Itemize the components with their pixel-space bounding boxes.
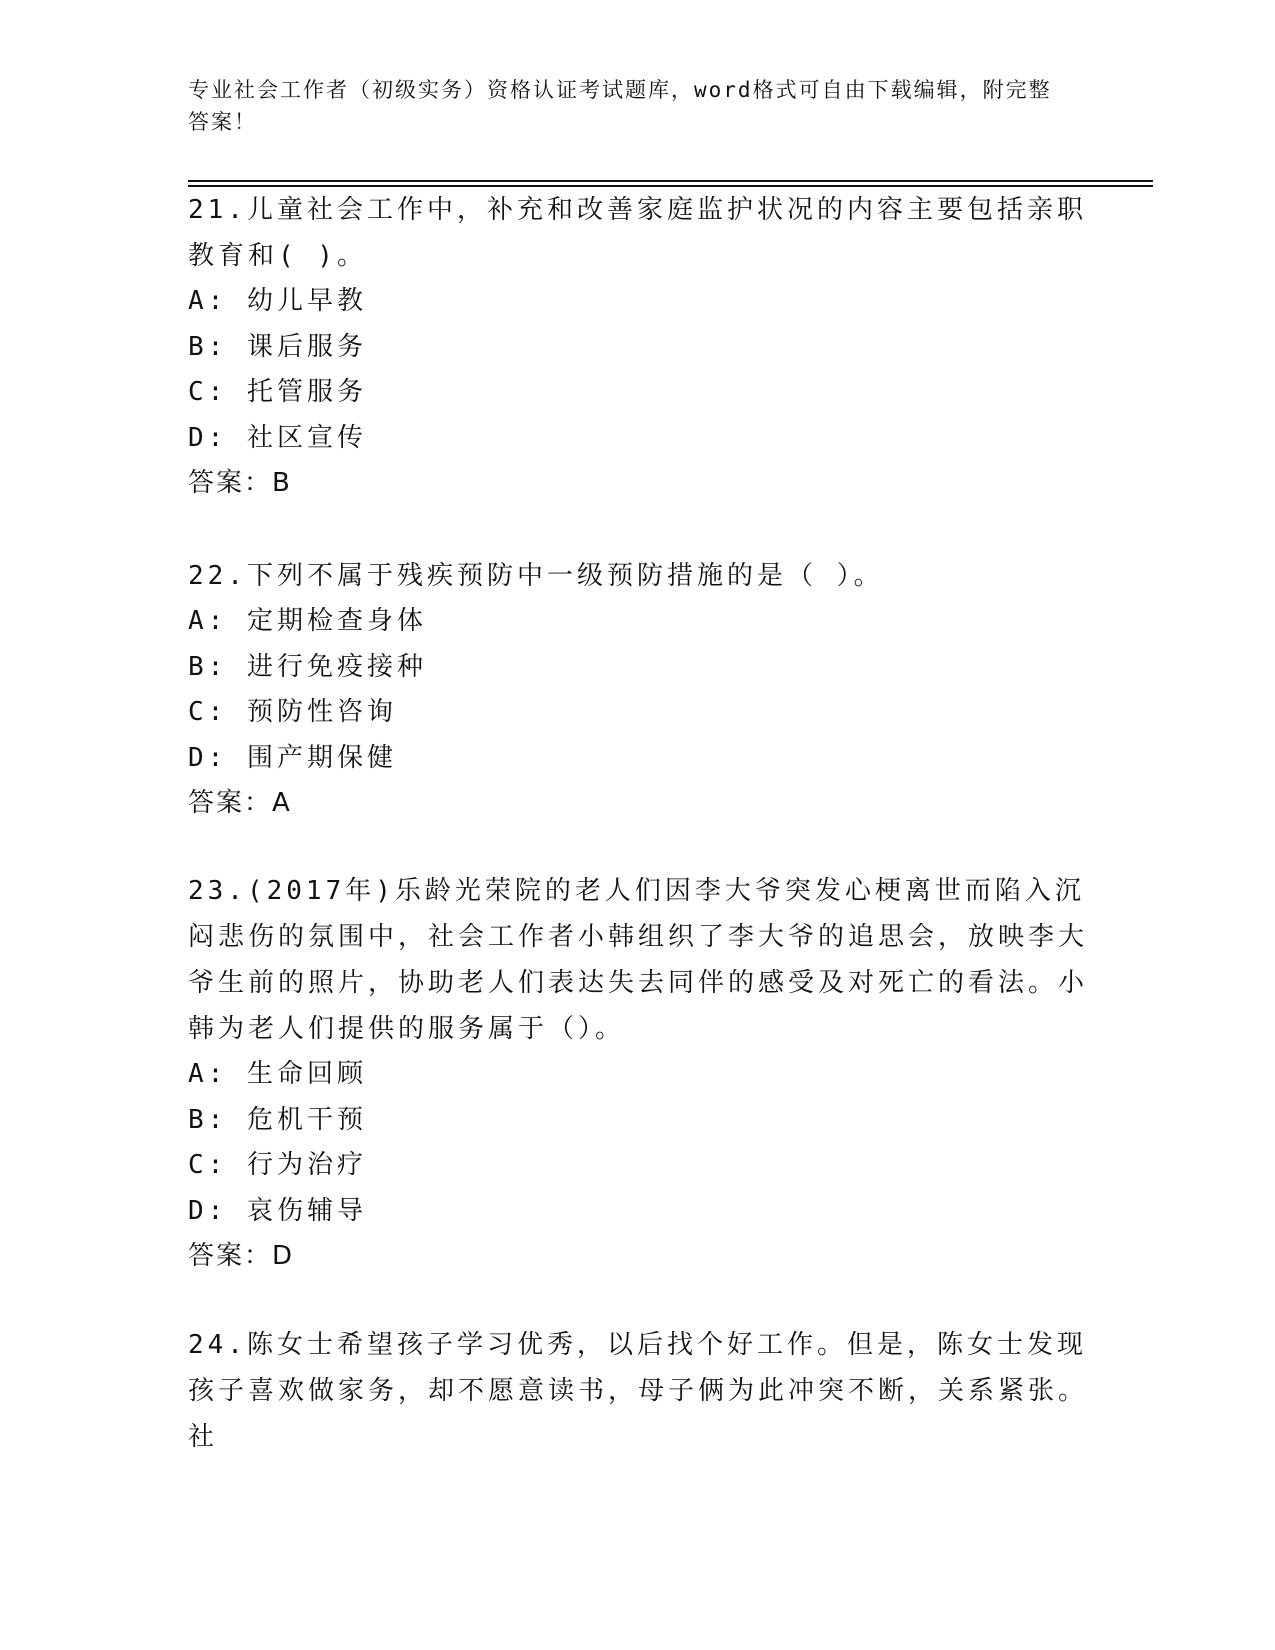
option-c: C: 行为治疗 bbox=[188, 1150, 367, 1180]
page-header: 专业社会工作者（初级实务）资格认证考试题库，word格式可自由下载编辑，附完整答案！ bbox=[188, 78, 1052, 134]
answer: 答案：A bbox=[188, 788, 292, 818]
option-a: A: 幼儿早教 bbox=[188, 286, 367, 316]
option-a: A: 生命回顾 bbox=[188, 1059, 367, 1089]
option-b: B: 进行免疫接种 bbox=[188, 651, 427, 682]
question-text: 24.陈女士希望孩子学习优秀，以后找个好工作。但是，陈女士发现孩子喜欢做家务，却不愿意读书，母子俩为此冲突不断，关系紧张。社 bbox=[188, 1330, 1089, 1452]
answer: 答案：B bbox=[188, 468, 292, 498]
question-block bbox=[188, 553, 1088, 827]
option-d: D: 社区宣传 bbox=[188, 422, 367, 453]
option-d: D: 哀伤辅导 bbox=[188, 1195, 367, 1226]
option-b: B: 危机干预 bbox=[188, 1104, 367, 1135]
question-text: 22.下列不属于残疾预防中一级预防措施的是（ ）。 bbox=[188, 561, 884, 591]
option-c: C: 托管服务 bbox=[188, 377, 367, 407]
question-block bbox=[188, 187, 1088, 507]
question-block bbox=[188, 868, 1088, 1280]
question-block bbox=[188, 1322, 1088, 1460]
question-text: 23.(2017年)乐龄光荣院的老人们因李大爷突发心梗离世而陷入沉闷悲伤的氛围中，社会工作者小韩组织了李大爷的追思会，放映李大爷生前的照片，协助老人们表达失去同伴的感受及对死亡的看法。小韩为老人们提供的服务属于（）。 bbox=[188, 876, 1089, 1044]
option-d: D: 围产期保健 bbox=[188, 742, 397, 773]
option-b: B: 课后服务 bbox=[188, 331, 367, 362]
question-text: 21.儿童社会工作中，补充和改善家庭监护状况的内容主要包括亲职教育和( )。 bbox=[188, 195, 1087, 271]
answer: 答案：D bbox=[188, 1241, 295, 1271]
option-a: A: 定期检查身体 bbox=[188, 606, 427, 636]
header-divider bbox=[188, 180, 1153, 182]
option-c: C: 预防性咨询 bbox=[188, 697, 397, 727]
